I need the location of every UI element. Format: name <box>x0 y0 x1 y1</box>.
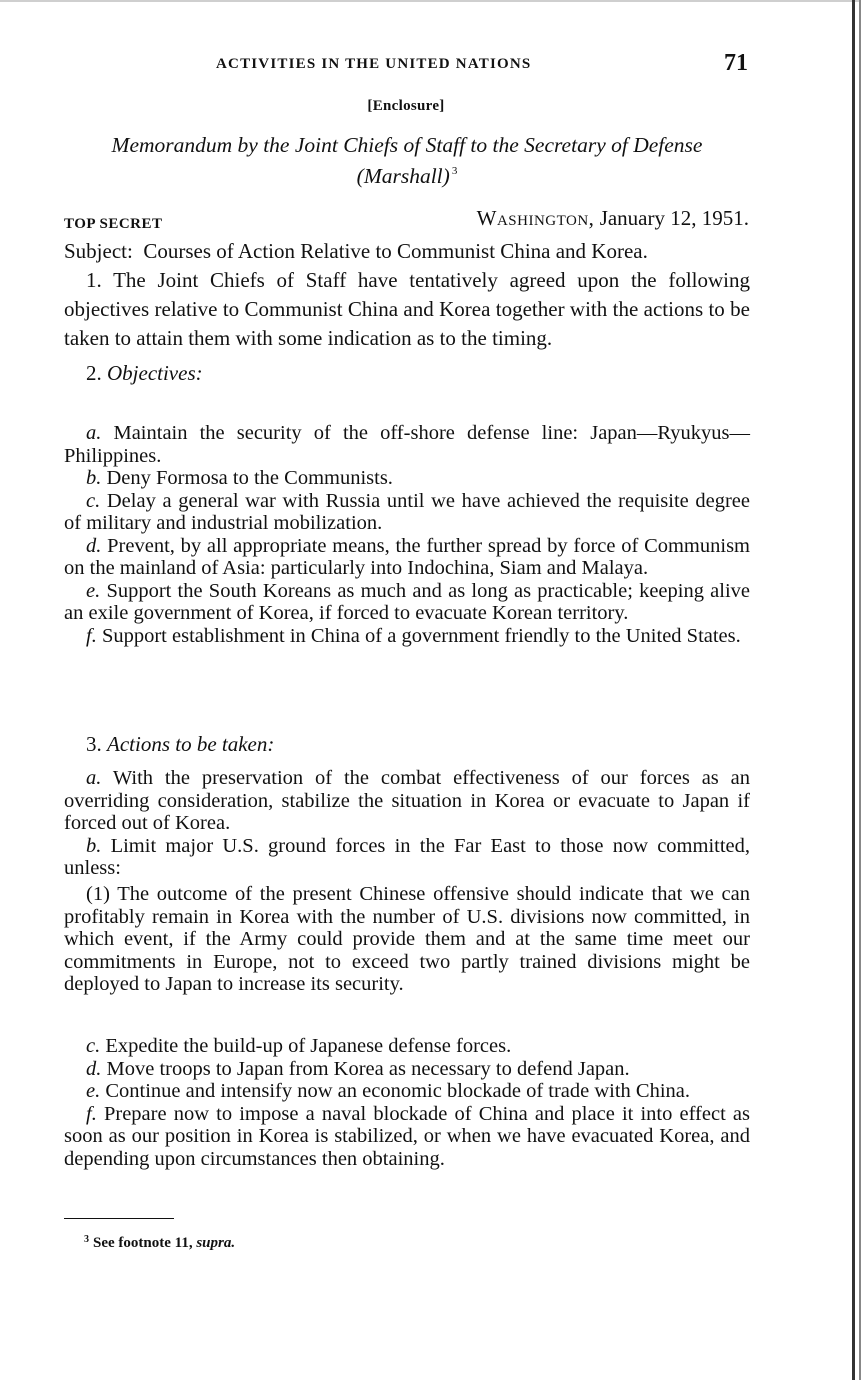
memo-title-line1: Memorandum by the Joint Chiefs of Staff to the Secretary of Defense <box>111 133 703 157</box>
objective-item-text: Maintain the security of the off-shore defense line: Japan—Ryukyus—Philippines. <box>64 422 750 467</box>
classification-label: TOP SECRET <box>64 216 163 232</box>
objective-item-text: Support the South Koreans as much and as long as practicable; keeping alive an exile government of Korea, if forced to evacuate Korean territory. <box>64 579 751 624</box>
paragraph-2-heading <box>64 359 750 388</box>
memo-title <box>64 132 750 189</box>
action-item <box>64 1103 750 1171</box>
footnote <box>84 1234 235 1252</box>
action-item-letter: e. <box>86 1080 101 1102</box>
action-item-text: Limit major U.S. ground forces in the Far East to those now committed, unless: <box>64 834 751 879</box>
objective-item <box>64 422 750 467</box>
subject-line <box>64 237 750 266</box>
footnote-italic: supra. <box>196 1235 236 1251</box>
action-item <box>64 1035 750 1058</box>
subject-text: Courses of Action Relative to Communist China and Korea. <box>143 239 648 263</box>
action-item-letter: f. <box>86 1102 97 1125</box>
footnote-ref: 3 <box>451 165 458 177</box>
para3-number: 3. <box>86 732 102 756</box>
objective-item <box>64 490 750 535</box>
objective-item-letter: f. <box>86 624 97 647</box>
memo-title-recipient: (Marshall) <box>356 164 450 188</box>
page-number: 71 <box>724 50 748 76</box>
subject-label: Subject: <box>64 239 133 263</box>
para2-number: 2. <box>86 361 102 385</box>
page-top-edge <box>0 0 861 2</box>
dateline <box>477 206 749 231</box>
objectives-list <box>64 422 750 647</box>
objective-item <box>64 467 750 490</box>
objective-item-letter: a. <box>86 422 102 444</box>
action-item-text: Prepare now to impose a naval blockade of China and place it into effect as soon as our position in Korea is stabilized, or when we have evacuated Korea, and depending upon circumstances then obtaining. <box>64 1102 750 1170</box>
footnote-mark: 3 <box>84 1234 89 1245</box>
action-item-text: With the preservation of the combat effectiveness of our forces as an overriding consideration, stabilize the situation in Korea or evacuate to Japan if forced out of Korea. <box>64 767 750 834</box>
objective-item-letter: e. <box>86 579 101 602</box>
para3-heading-line <box>64 730 750 759</box>
objective-item-letter: b. <box>86 467 102 489</box>
action-item <box>64 767 750 835</box>
action-item-letter: b. <box>86 834 102 857</box>
para3-heading: Actions to be taken: <box>107 732 275 756</box>
binding-edge <box>852 0 855 1380</box>
memo-title-line2 <box>64 158 750 189</box>
footnote-rule <box>64 1218 174 1219</box>
action-item-text: Continue and intensify now an economic blockade of trade with China. <box>105 1080 691 1102</box>
enclosure-label: [Enclosure] <box>367 98 445 114</box>
objective-item-letter: d. <box>86 534 102 557</box>
action-item-text: Move troops to Japan from Korea as necessary to defend Japan. <box>106 1057 630 1080</box>
objective-item-text: Delay a general war with Russia until we have achieved the requisite degree of military and industrial mobilization. <box>64 489 751 534</box>
sub-action-block <box>64 883 750 996</box>
paragraph-3-heading <box>64 730 750 759</box>
actions-list-ab <box>64 767 750 880</box>
page-header <box>64 52 750 78</box>
sub-action-1: (1) The outcome of the present Chinese offensive should indicate that we can profitably remain in Korea with the number of U.S. divisions now committed, in which event, if the Army could provide them and at the same time meet our commitments in Europe, not to exceed two partly trained divisions might be deployed to Japan to increase its security. <box>64 883 750 995</box>
objective-item <box>64 580 750 625</box>
para2-heading: Objectives: <box>107 361 203 385</box>
footnote-text: See footnote 11, <box>93 1235 193 1251</box>
objective-item-text: Deny Formosa to the Communists. <box>106 467 393 489</box>
running-head: ACTIVITIES IN THE UNITED NATIONS <box>216 56 532 72</box>
action-item <box>64 1058 750 1081</box>
action-item-letter: d. <box>86 1057 102 1080</box>
objective-item <box>64 625 750 648</box>
action-item-letter: c. <box>86 1035 101 1057</box>
objective-item-text: Support establishment in China of a government friendly to the United States. <box>101 624 741 647</box>
dateline-date: January 12, 1951. <box>599 206 749 230</box>
memo-body-intro <box>64 237 750 388</box>
paragraph-1: 1. The Joint Chiefs of Staff have tentatively agreed upon the following objectives relative to Communist China and Korea together with the actions to be taken to attain them with some indication as to the timing. <box>64 268 750 350</box>
objective-item-letter: c. <box>86 489 101 512</box>
action-item-text: Expedite the build-up of Japanese defense forces. <box>105 1035 512 1057</box>
action-item <box>64 1080 750 1103</box>
objective-item <box>64 535 750 580</box>
objective-item-text: Prevent, by all appropriate means, the further spread by force of Communism on the mainland of Asia: particularly into Indochina, Siam and Malaya. <box>64 534 750 579</box>
dateline-place: Washington, <box>476 206 595 230</box>
action-item <box>64 835 750 880</box>
action-item-letter: a. <box>86 767 102 789</box>
actions-list-cf <box>64 1035 750 1170</box>
